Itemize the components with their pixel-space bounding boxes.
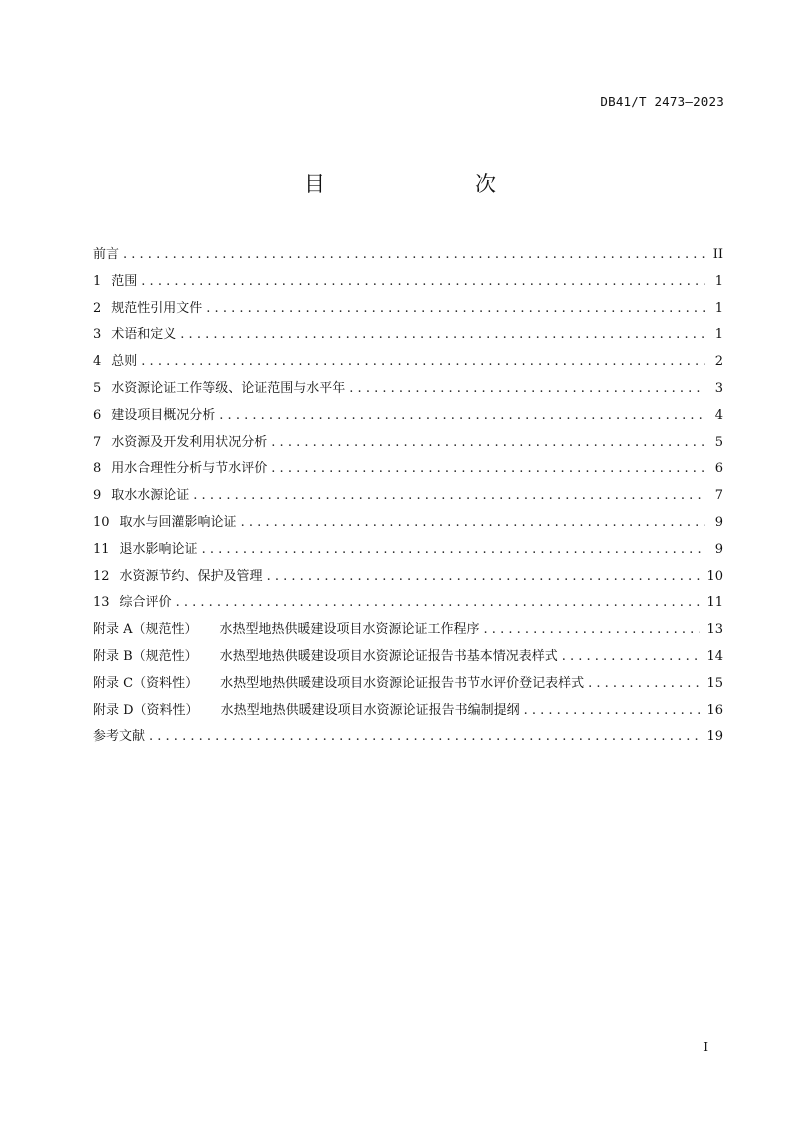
toc-entry-number: 附录 A（规范性） — [93, 622, 198, 638]
toc-entry-number: 3 — [93, 327, 102, 343]
toc-entry[interactable] — [93, 617, 723, 644]
toc-leader-dots — [241, 510, 705, 537]
toc-leader-dots — [141, 269, 705, 296]
toc-entry-title: 水热型地热供暖建设项目水资源论证报告书节水评价登记表样式 — [220, 675, 585, 691]
toc-entry-title: 范围 — [111, 273, 138, 289]
toc-entry-number: 12 — [93, 568, 110, 584]
toc-entry[interactable] — [93, 483, 723, 510]
toc-entry-number: 2 — [93, 300, 102, 316]
toc-entry[interactable] — [93, 644, 723, 671]
toc-entry-number: 8 — [93, 461, 102, 477]
toc-entry-title: 综合评价 — [119, 595, 172, 611]
toc-entry-number: 1 — [93, 273, 102, 289]
standard-code: DB41/T 2473—2023 — [600, 94, 724, 109]
toc-entry[interactable] — [93, 296, 723, 323]
toc-leader-dots — [123, 242, 705, 269]
toc-entry-title: 水热型地热供暖建设项目水资源论证报告书基本情况表样式 — [219, 648, 558, 664]
toc-entry-number: 4 — [93, 354, 102, 370]
toc-entry-page: 10 — [706, 568, 723, 584]
toc-entry-number: 6 — [93, 407, 102, 423]
toc-leader-dots — [176, 590, 701, 617]
toc-entry-title: 水热型地热供暖建设项目水资源论证报告书编制提纲 — [220, 702, 520, 718]
toc-entry[interactable] — [93, 403, 723, 430]
toc-entry-page: II — [712, 247, 723, 262]
toc-entry-title: 建设项目概况分析 — [111, 407, 216, 423]
toc-entry-page: 5 — [714, 434, 723, 450]
toc-entry-title: 水资源论证工作等级、论证范围与水平年 — [111, 380, 346, 396]
toc-leader-dots — [271, 456, 705, 483]
toc-entry-page: 15 — [706, 675, 723, 691]
toc-entry-page: 4 — [714, 407, 723, 423]
toc-entry[interactable] — [93, 376, 723, 403]
toc-entry-title: 水资源节约、保护及管理 — [119, 568, 263, 584]
toc-entry[interactable] — [93, 671, 723, 698]
toc-entry-number: 9 — [93, 488, 102, 504]
toc-entry-title: 取水与回灌影响论证 — [119, 514, 237, 530]
toc-entry-page: 19 — [706, 729, 723, 745]
toc-entry[interactable] — [93, 269, 723, 296]
toc-entry-page: 1 — [714, 273, 723, 289]
toc-entry[interactable] — [93, 510, 723, 537]
toc-entry-number: 附录 B（规范性） — [93, 648, 198, 664]
toc-entry[interactable] — [93, 430, 723, 457]
toc-leader-dots — [349, 376, 705, 403]
toc-entry-number: 11 — [93, 541, 110, 557]
toc-leader-dots — [193, 483, 705, 510]
toc-leader-dots — [219, 403, 705, 430]
toc-leader-dots — [202, 537, 705, 564]
toc-leader-dots — [206, 296, 705, 323]
toc-leader-dots — [180, 322, 705, 349]
toc-entry-title: 水资源及开发利用状况分析 — [111, 434, 268, 450]
toc-leader-dots — [524, 698, 701, 725]
table-of-contents — [93, 242, 723, 751]
toc-entry-page: 14 — [706, 648, 723, 664]
toc-entry[interactable] — [93, 537, 723, 564]
toc-entry-title: 用水合理性分析与节水评价 — [111, 461, 268, 477]
toc-entry-page: 9 — [714, 541, 723, 557]
page-number: I — [703, 1040, 708, 1054]
toc-leader-dots — [484, 617, 701, 644]
toc-entry[interactable] — [93, 242, 723, 269]
toc-entry[interactable] — [93, 698, 723, 725]
toc-entry-page: 13 — [706, 622, 723, 638]
toc-entry-page: 11 — [706, 595, 723, 611]
toc-leader-dots — [141, 349, 705, 376]
toc-entry-page: 9 — [714, 514, 723, 530]
toc-entry-page: 7 — [714, 488, 723, 504]
toc-leader-dots — [271, 430, 705, 457]
toc-entry-page: 6 — [714, 461, 723, 477]
toc-entry-number: 5 — [93, 380, 102, 396]
toc-leader-dots — [562, 644, 701, 671]
toc-entry-page: 16 — [706, 702, 723, 718]
toc-entry[interactable] — [93, 590, 723, 617]
page-title: 目 次 — [304, 172, 532, 196]
toc-entry[interactable] — [93, 349, 723, 376]
toc-entry[interactable] — [93, 456, 723, 483]
toc-entry-title: 总则 — [111, 354, 138, 370]
toc-entry-number: 13 — [93, 595, 110, 611]
toc-entry[interactable] — [93, 564, 723, 591]
toc-entry-title: 参考文献 — [93, 729, 146, 745]
toc-entry-page: 1 — [714, 327, 723, 343]
toc-entry-number: 10 — [93, 514, 110, 530]
toc-leader-dots — [588, 671, 700, 698]
toc-entry-page: 2 — [714, 354, 723, 370]
toc-entry-number: 附录 C（资料性） — [93, 675, 199, 691]
toc-entry-number: 附录 D（资料性） — [93, 702, 199, 718]
toc-entry-page: 1 — [714, 300, 723, 316]
toc-entry-title: 取水水源论证 — [111, 488, 190, 504]
toc-entry-title: 前言 — [93, 247, 120, 262]
toc-entry-title: 规范性引用文件 — [111, 300, 203, 316]
toc-leader-dots — [267, 564, 701, 591]
toc-leader-dots — [149, 724, 700, 751]
toc-entry-page: 3 — [714, 380, 723, 396]
toc-entry-title: 退水影响论证 — [119, 541, 198, 557]
toc-entry[interactable] — [93, 724, 723, 751]
toc-entry[interactable] — [93, 322, 723, 349]
toc-entry-title: 水热型地热供暖建设项目水资源论证工作程序 — [219, 622, 480, 638]
toc-entry-title: 术语和定义 — [111, 327, 177, 343]
toc-entry-number: 7 — [93, 434, 102, 450]
